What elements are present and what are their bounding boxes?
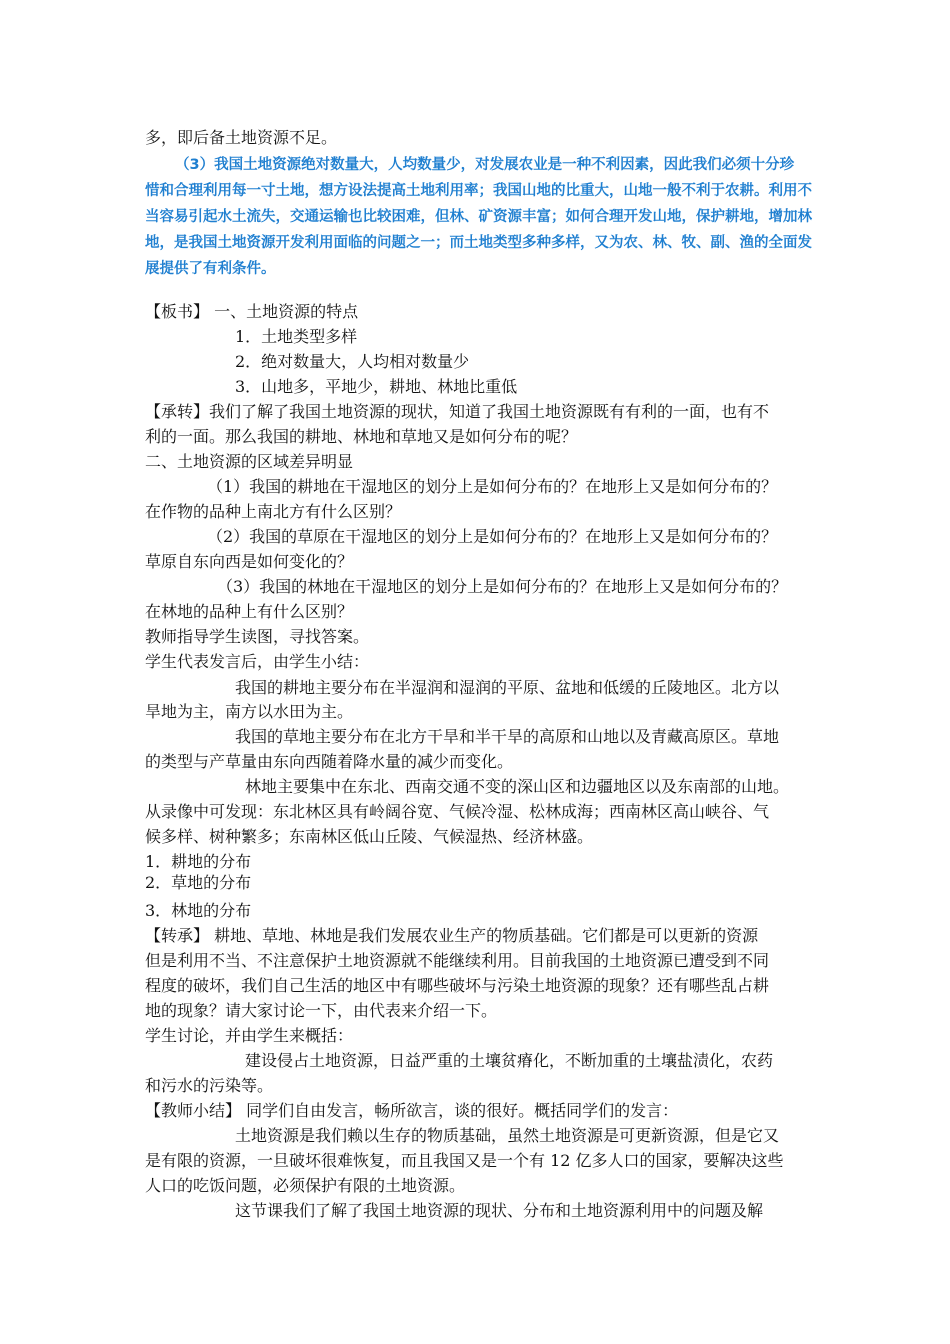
question-line: （2）我国的草原在干湿地区的划分上是如何分布的？在地形上又是如何分布的？	[207, 527, 778, 546]
question-line: 在作物的品种上南北方有什么区别？	[145, 502, 402, 521]
question-line: （1）我国的耕地在干湿地区的划分上是如何分布的？在地形上又是如何分布的？	[207, 477, 778, 496]
text-line: 程度的破坏，我们自己生活的地区中有哪些破坏与污染土地资源的现象？还有哪些乱占耕	[145, 976, 770, 995]
text-line: 建设侵占土地资源，日益严重的土壤贫瘠化，不断加重的土壤盐渍化，农药	[245, 1051, 774, 1070]
text-line: 教师指导学生读图，寻找答案。	[145, 627, 370, 646]
highlight-line: 地，是我国土地资源开发利用面临的问题之一；而土地类型多种多样，又为农、林、牧、副、渔的全面发	[145, 235, 812, 251]
outline-item: 2．草地的分布	[145, 873, 252, 892]
text-line: 利的一面。那么我国的耕地、林地和草地又是如何分布的呢？	[145, 427, 578, 446]
text-line: 人口的吃饭问题，必须保护有限的土地资源。	[145, 1176, 466, 1195]
text-line: 但是利用不当、不注意保护土地资源就不能继续利用。目前我国的土地资源已遭受到不同	[145, 951, 770, 970]
text-line: 是有限的资源，一旦破坏很难恢复，而且我国又是一个有 12 亿多人口的国家，要解决这些	[145, 1151, 784, 1170]
text-line: 旱地为主，南方以水田为主。	[145, 702, 354, 721]
highlight-line: （3）我国土地资源绝对数量大，人均数量少，对发展农业是一种不利因素，因此我们必须十分珍	[175, 157, 795, 173]
text-line: 的类型与产草量由东向西随着降水量的减少而变化。	[145, 752, 514, 771]
text-line: 学生代表发言后，由学生小结：	[145, 652, 370, 671]
text-line: 地的现象？请大家讨论一下，由代表来介绍一下。	[145, 1001, 498, 1020]
text-line: 从录像中可发现：东北林区具有岭阔谷宽、气候冷湿、松林成海；西南林区高山峡谷、气	[145, 802, 770, 821]
text-line: 这节课我们了解了我国土地资源的现状、分布和土地资源利用中的问题及解	[235, 1201, 764, 1220]
text-line: 【教师小结】 同学们自由发言，畅所欲言，谈的很好。概括同学们的发言：	[145, 1101, 679, 1120]
text-line: 多，即后备土地资源不足。	[145, 128, 338, 147]
outline-item: 2．绝对数量大，人均相对数量少	[235, 352, 470, 371]
question-line: 在林地的品种上有什么区别？	[145, 602, 354, 621]
highlight-line: 展提供了有利条件。	[145, 261, 276, 277]
question-line: 草原自东向西是如何变化的？	[145, 552, 354, 571]
outline-item: 3．山地多，平地少，耕地、林地比重低	[235, 377, 518, 396]
section-heading: 二、土地资源的区域差异明显	[145, 452, 354, 471]
outline-item: 1．土地类型多样	[235, 327, 358, 346]
highlight-line: 惜和合理利用每一寸土地，想方设法提高土地利用率；我国山地的比重大，山地一般不利于农耕。利用不	[145, 183, 812, 199]
text-line: 和污水的污染等。	[145, 1076, 274, 1095]
text-line: 林地主要集中在东北、西南交通不变的深山区和边疆地区以及东南部的山地。	[245, 777, 790, 796]
text-line: 【承转】我们了解了我国土地资源的现状，知道了我国土地资源既有有利的一面，也有不	[145, 402, 770, 421]
text-line: 候多样、树种繁多；东南林区低山丘陵、气候湿热、经济林盛。	[145, 827, 594, 846]
highlight-line: 当容易引起水土流失，交通运输也比较困难，但林、矿资源丰富；如何合理开发山地，保护耕地，增加林	[145, 209, 812, 225]
question-line: （3）我国的林地在干湿地区的划分上是如何分布的？在地形上又是如何分布的？	[217, 577, 788, 596]
text-line: 【转承】 耕地、草地、林地是我们发展农业生产的物质基础。它们都是可以更新的资源	[145, 926, 759, 945]
text-line: 我国的耕地主要分布在半湿润和湿润的平原、盆地和低缓的丘陵地区。北方以	[235, 678, 780, 697]
text-line: 土地资源是我们赖以生存的物质基础，虽然土地资源是可更新资源，但是它又	[235, 1126, 780, 1145]
section-heading: 【板书】 一、土地资源的特点	[145, 302, 359, 321]
outline-item: 1．耕地的分布	[145, 852, 252, 871]
highlighted-paragraph	[145, 152, 825, 282]
text-line: 我国的草地主要分布在北方干旱和半干旱的高原和山地以及青藏高原区。草地	[235, 727, 780, 746]
outline-item: 3．林地的分布	[145, 901, 252, 920]
text-line: 学生讨论，并由学生来概括：	[145, 1026, 354, 1045]
